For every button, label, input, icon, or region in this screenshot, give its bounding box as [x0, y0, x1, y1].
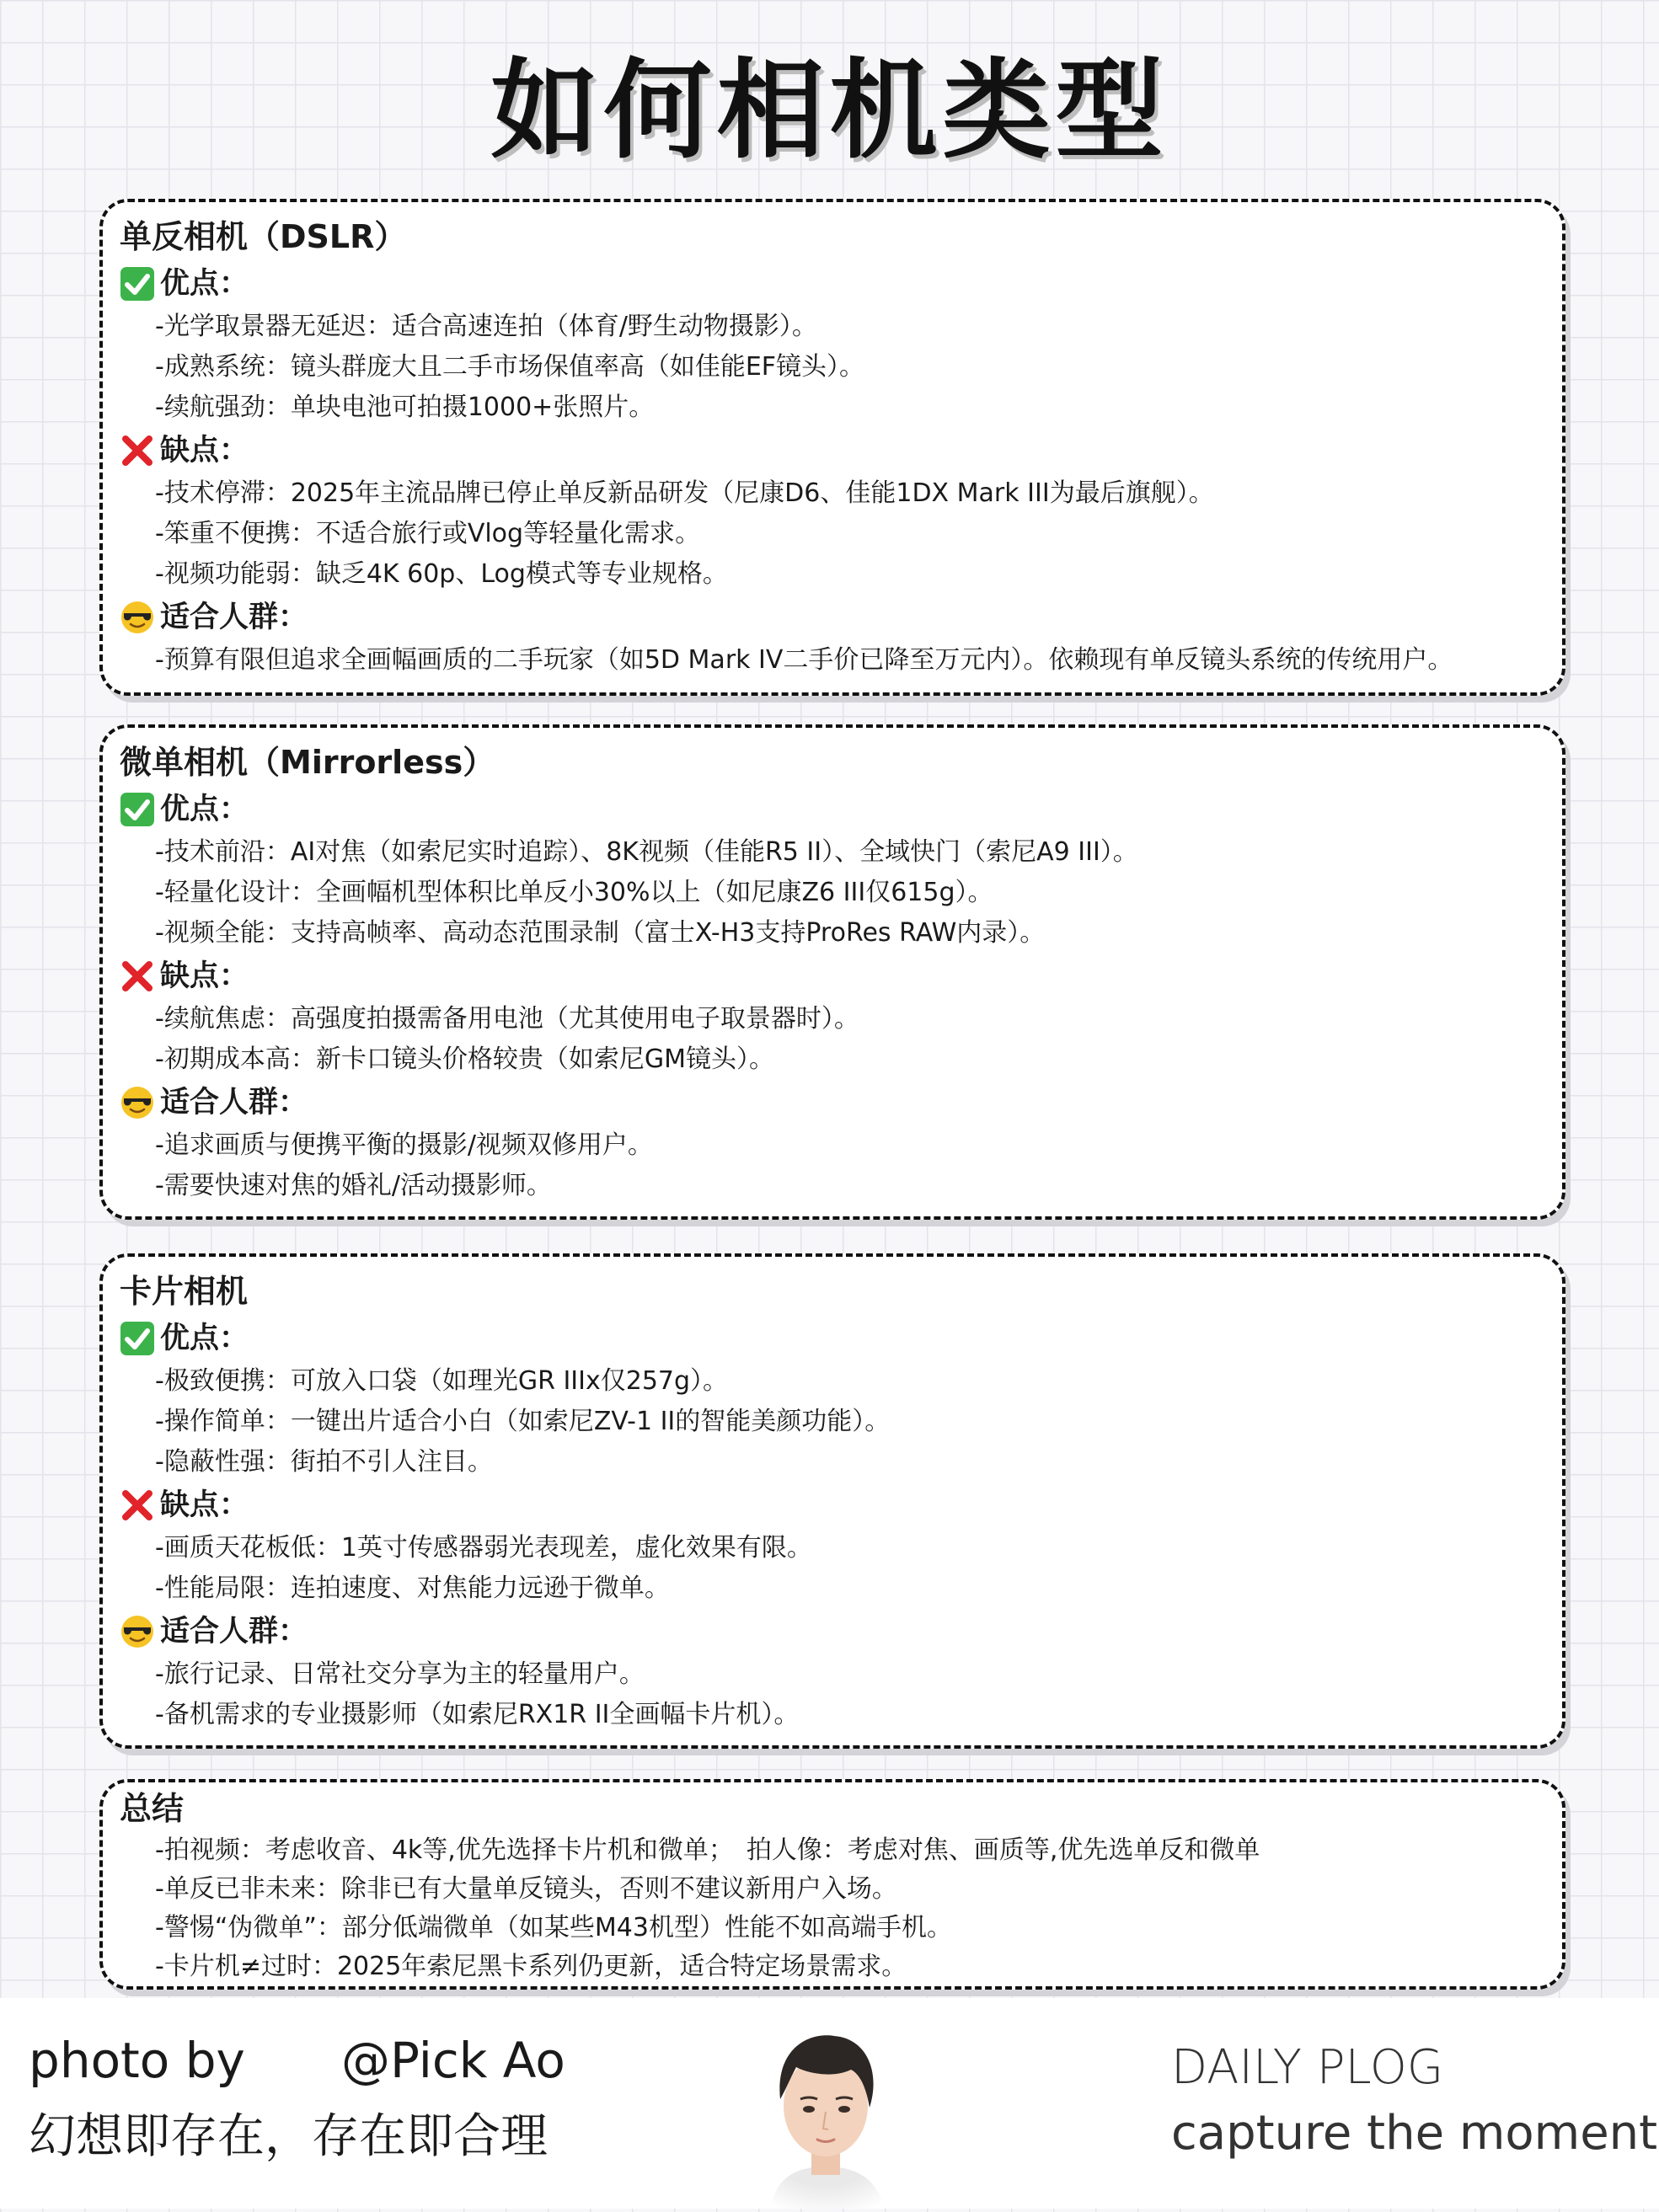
list-item: -备机需求的专业摄影师（如索尼RX1R II全画幅卡片机）。 [155, 1700, 800, 1729]
mirrorless-title: 微单相机（Mirrorless） [120, 744, 495, 781]
list-item: -画质天花板低：1英寸传感器弱光表现差，虚化效果有限。 [155, 1533, 812, 1563]
compact-card [99, 1253, 1565, 1749]
mirrorless-cons-heading [120, 955, 1545, 997]
sunglasses-face-icon [120, 1614, 155, 1649]
list-item: -拍视频：考虑收音、4k等,优先选择卡片机和微单； 拍人像：考虑对焦、画质等,优先选单反和微单 [155, 1835, 1260, 1865]
author-handle: @Pick Ao [341, 2032, 565, 2089]
dslr-card [99, 199, 1565, 696]
compact-cons-label: 缺点： [160, 1488, 249, 1522]
list-item: -单反已非未来：除非已有大量单反镜头，否则不建议新用户入场。 [155, 1874, 897, 1904]
list-item: -追求画质与便携平衡的摄影/视频双修用户。 [155, 1130, 653, 1160]
check-mark-icon [120, 792, 155, 827]
daily-plog-label: DAILY PLOG [1171, 2040, 1444, 2095]
list-item: -预算有限但追求全画幅画质的二手玩家（如5D Mark IV二手价已降至万元内）。依赖现有单反镜头系统的传统用户。 [155, 645, 1453, 675]
list-item: -需要快速对焦的婚礼/活动摄影师。 [155, 1171, 552, 1200]
dslr-pros-label: 优点： [160, 267, 249, 301]
list-item: -光学取景器无延迟：适合高速连拍（体育/野生动物摄影）。 [155, 312, 817, 341]
check-mark-icon [120, 1321, 155, 1356]
mirrorless-cons-label: 缺点： [160, 959, 249, 993]
list-item: -笨重不便携：不适合旅行或Vlog等轻量化需求。 [155, 519, 701, 548]
compact-fit-heading [120, 1611, 1545, 1653]
compact-cons-heading [120, 1484, 1545, 1526]
sunglasses-face-icon [120, 600, 155, 635]
list-item: -技术停滞：2025年主流品牌已停止单反新品研发（尼康D6、佳能1DX Mark III为最后旗舰）。 [155, 478, 1214, 508]
list-item: -视频功能弱：缺乏4K 60p、Log模式等专业规格。 [155, 559, 728, 589]
motto: 幻想即存在，存在即合理 [29, 2109, 548, 2164]
dslr-cons-heading [120, 430, 1545, 472]
sunglasses-face-icon [120, 1085, 155, 1120]
avatar [725, 2006, 927, 2209]
mirrorless-pros-heading [120, 788, 1545, 831]
list-item: -性能局限：连拍速度、对焦能力远逊于微单。 [155, 1574, 670, 1603]
list-item: -隐蔽性强：街拍不引人注目。 [155, 1447, 493, 1477]
summary-card [99, 1779, 1565, 1990]
dslr-fit-label: 适合人群： [160, 601, 308, 634]
dslr-cons-label: 缺点： [160, 434, 249, 468]
mirrorless-card [99, 724, 1565, 1220]
list-item: -操作简单：一键出片适合小白（如索尼ZV-1 II的智能美颜功能）。 [155, 1407, 891, 1436]
list-item: -视频全能：支持高帧率、高动态范围录制（富士X-H3支持ProRes RAW内录）。 [155, 918, 1046, 948]
list-item: -极致便携：可放入口袋（如理光GR IIIx仅257g）。 [155, 1366, 729, 1396]
page-title: 如何相机类型 [490, 48, 1169, 174]
list-item: -卡片机≠过时：2025年索尼黑卡系列仍更新，适合特定场景需求。 [155, 1952, 907, 1981]
check-mark-icon [120, 266, 155, 302]
list-item: -旅行记录、日常社交分享为主的轻量用户。 [155, 1659, 645, 1689]
dslr-fit-heading [120, 596, 1545, 638]
mirrorless-pros-label: 优点： [160, 793, 249, 826]
cross-mark-icon [120, 959, 155, 994]
cross-mark-icon [120, 1488, 155, 1523]
compact-pros-label: 优点： [160, 1322, 249, 1355]
dslr-title: 单反相机（DSLR） [120, 218, 407, 255]
list-item: -警惕“伪微单”：部分低端微单（如某些M43机型）性能不如高端手机。 [155, 1913, 952, 1942]
list-item: -初期成本高：新卡口镜头价格较贵（如索尼GM镜头）。 [155, 1045, 774, 1074]
photo-by-label: photo by [29, 2032, 245, 2089]
footer [0, 1998, 1659, 2209]
dslr-pros-heading [120, 263, 1545, 305]
list-item: -轻量化设计：全画幅机型体积比单反小30%以上（如尼康Z6 III仅615g）。 [155, 878, 993, 907]
tagline: capture the moment [1171, 2106, 1658, 2161]
compact-fit-label: 适合人群： [160, 1615, 308, 1648]
list-item: -续航强劲：单块电池可拍摄1000+张照片。 [155, 393, 655, 422]
list-item: -技术前沿：AI对焦（如索尼实时追踪）、8K视频（佳能R5 II）、全域快门（索尼A9 III）。 [155, 837, 1138, 867]
summary-title: 总结 [120, 1790, 185, 1827]
mirrorless-fit-label: 适合人群： [160, 1086, 308, 1119]
mirrorless-fit-heading [120, 1082, 1545, 1124]
compact-title: 卡片相机 [120, 1273, 249, 1310]
cross-mark-icon [120, 433, 155, 468]
list-item: -成熟系统：镜头群庞大且二手市场保值率高（如佳能EF镜头）。 [155, 352, 865, 382]
list-item: -续航焦虑：高强度拍摄需备用电池（尤其使用电子取景器时）。 [155, 1004, 859, 1034]
compact-pros-heading [120, 1317, 1545, 1360]
